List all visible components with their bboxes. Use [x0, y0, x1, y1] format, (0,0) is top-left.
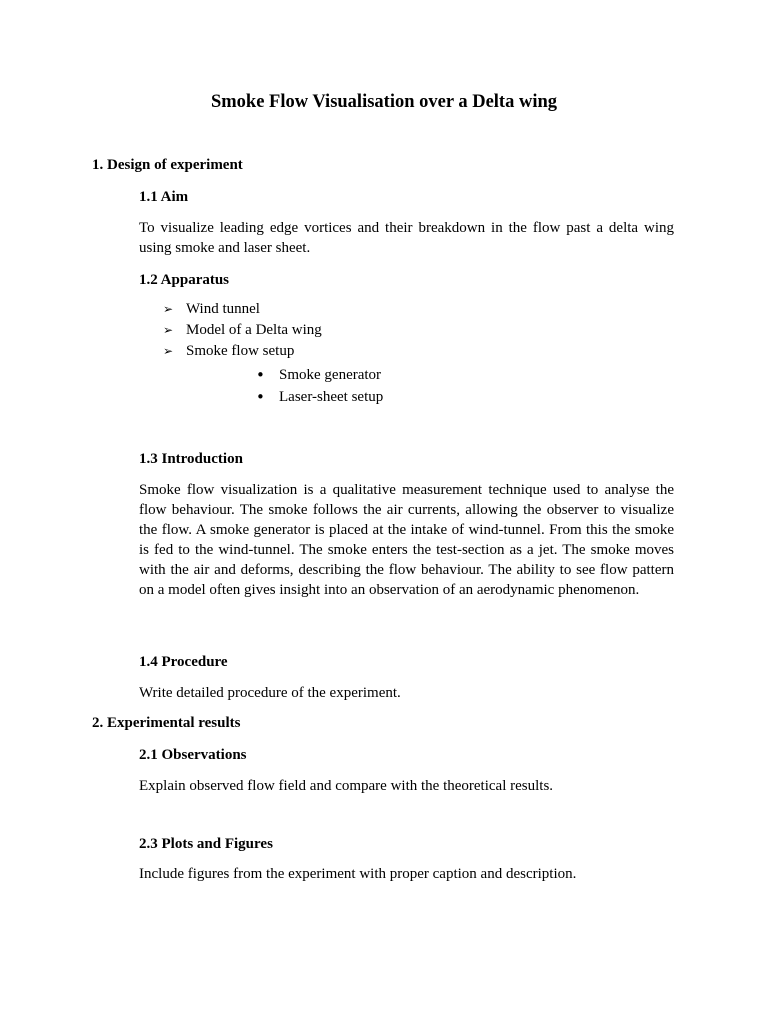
- aim-heading: 1.1 Aim: [139, 189, 189, 205]
- bullet-icon: •: [256, 388, 265, 406]
- apparatus-item: [163, 320, 322, 340]
- introduction-heading: 1.3 Introduction: [139, 451, 243, 467]
- apparatus-subitem-label: Laser-sheet setup: [279, 389, 384, 405]
- apparatus-subitem: [256, 365, 382, 385]
- section-2-heading: 2. Experimental results: [92, 715, 241, 731]
- arrow-bullet-icon: ➢: [163, 344, 174, 358]
- document-title: Smoke Flow Visualisation over a Delta wing: [210, 92, 558, 112]
- apparatus-item: [163, 341, 295, 361]
- procedure-heading: 1.4 Procedure: [139, 654, 228, 670]
- introduction-text: Smoke flow visualization is a qualitative measurement technique used to analyse the flow behaviour. The smoke follows the air currents, allowing the observer to visualize the flow. A smoke generator is placed at the intake of wind-tunnel. From this the smoke is fed to the wind-tunnel. The smoke enters the test-section as a jet. The smoke moves with the air and deforms, describing the flow behaviour. The ability to see flow pattern on a model often gives insight into an observation of an aerodynamic phenomenon.: [139, 482, 674, 598]
- apparatus-subitem-label: Smoke generator: [279, 367, 382, 383]
- apparatus-item: [163, 299, 260, 319]
- apparatus-heading: 1.2 Apparatus: [139, 272, 230, 288]
- apparatus-subitem: [256, 387, 384, 407]
- observations-text: Explain observed flow field and compare with the theoretical results.: [139, 778, 554, 794]
- arrow-bullet-icon: ➢: [163, 323, 174, 337]
- arrow-bullet-icon: ➢: [163, 302, 174, 316]
- apparatus-item-label: Model of a Delta wing: [186, 322, 322, 338]
- plots-heading: 2.3 Plots and Figures: [139, 836, 273, 852]
- apparatus-item-label: Smoke flow setup: [186, 343, 295, 359]
- bullet-icon: •: [256, 366, 265, 384]
- observations-heading: 2.1 Observations: [139, 747, 247, 763]
- apparatus-item-label: Wind tunnel: [186, 301, 260, 317]
- plots-text: Include figures from the experiment with proper caption and description.: [139, 866, 577, 882]
- procedure-text: Write detailed procedure of the experiment.: [139, 685, 401, 701]
- aim-text: To visualize leading edge vortices and their breakdown in the flow past a delta wing using smoke and laser sheet.: [139, 220, 674, 256]
- section-1-heading: 1. Design of experiment: [92, 157, 243, 173]
